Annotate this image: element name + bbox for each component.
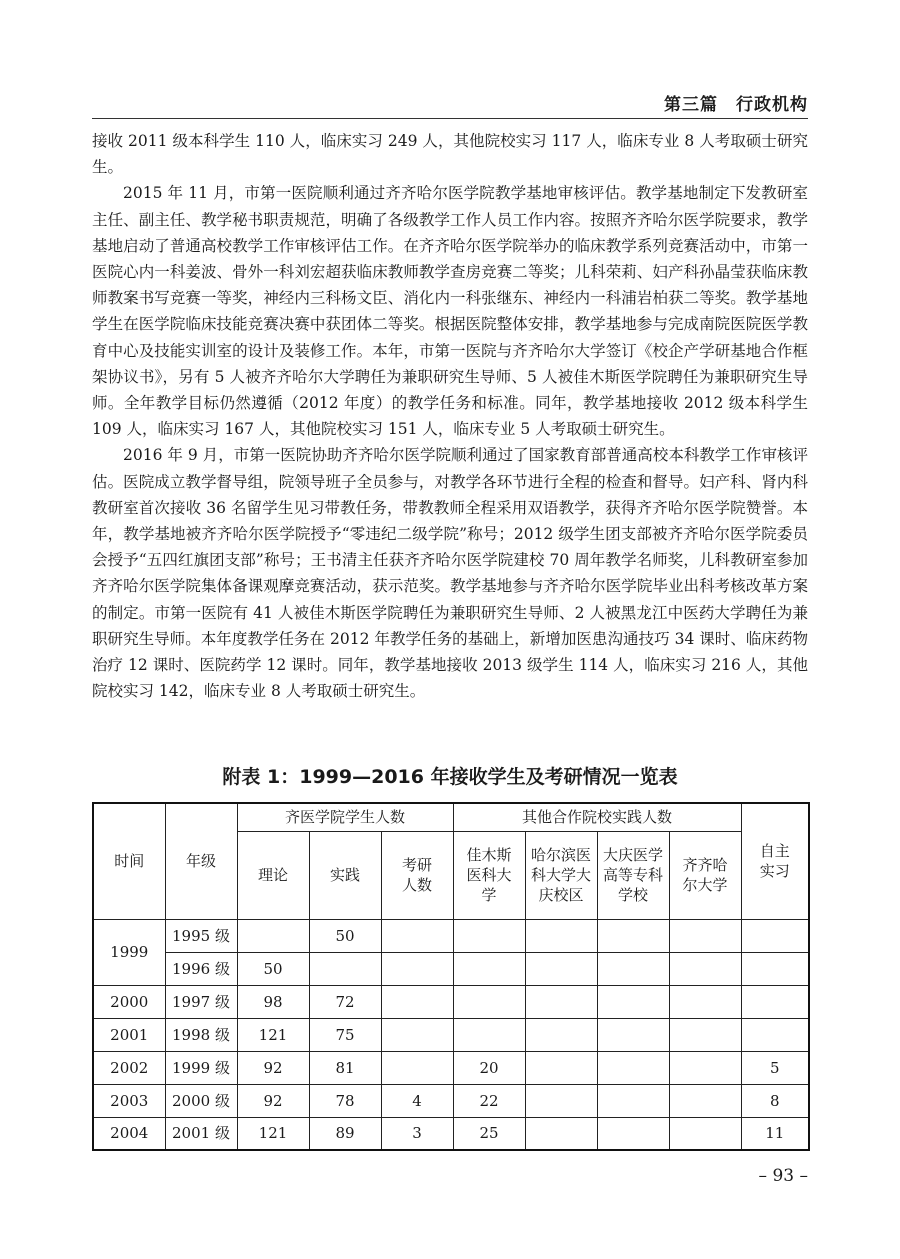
cell-daqing xyxy=(597,985,669,1018)
cell-qiqihar-univ xyxy=(669,1018,741,1051)
table-row xyxy=(93,952,809,985)
table-row xyxy=(93,1018,809,1051)
cell-daqing xyxy=(597,919,669,952)
header-daqing-label: 大庆医学高等专科学校 xyxy=(603,846,664,904)
cell-grade: 1996 级 xyxy=(165,952,237,985)
cell-exam: 4 xyxy=(381,1084,453,1117)
header-exam xyxy=(381,831,453,919)
cell-self xyxy=(741,952,809,985)
header-harbin xyxy=(525,831,597,919)
table-row xyxy=(93,1084,809,1117)
cell-harbin xyxy=(525,919,597,952)
cell-theory: 98 xyxy=(237,985,309,1018)
cell-exam xyxy=(381,952,453,985)
header-exam-label: 考研人数 xyxy=(402,856,433,894)
cell-practice xyxy=(309,952,381,985)
cell-time: 2000 xyxy=(93,985,165,1018)
running-header xyxy=(92,88,808,119)
cell-theory: 121 xyxy=(237,1018,309,1051)
cell-practice: 50 xyxy=(309,919,381,952)
cell-self xyxy=(741,1018,809,1051)
cell-harbin xyxy=(525,952,597,985)
cell-qiqihar-univ xyxy=(669,985,741,1018)
cell-jiamusi xyxy=(453,952,525,985)
cell-theory: 50 xyxy=(237,952,309,985)
cell-jiamusi xyxy=(453,919,525,952)
cell-daqing xyxy=(597,952,669,985)
cell-practice: 75 xyxy=(309,1018,381,1051)
cell-time: 2003 xyxy=(93,1084,165,1117)
cell-practice: 78 xyxy=(309,1084,381,1117)
cell-qiqihar-univ xyxy=(669,952,741,985)
cell-self: 5 xyxy=(741,1051,809,1084)
cell-time: 2001 xyxy=(93,1018,165,1051)
cell-daqing xyxy=(597,1084,669,1117)
cell-practice: 81 xyxy=(309,1051,381,1084)
header-time: 时间 xyxy=(93,803,165,919)
table-row xyxy=(93,985,809,1018)
cell-self xyxy=(741,919,809,952)
cell-jiamusi xyxy=(453,985,525,1018)
cell-qiqihar-univ xyxy=(669,919,741,952)
cell-qiqihar-univ xyxy=(669,1117,741,1150)
header-qiqihar-univ-label: 齐齐哈尔大学 xyxy=(682,856,728,894)
cell-grade: 1999 级 xyxy=(165,1051,237,1084)
header-group-other: 其他合作院校实践人数 xyxy=(453,803,741,831)
cell-exam: 3 xyxy=(381,1117,453,1150)
cell-time: 2004 xyxy=(93,1117,165,1150)
cell-self xyxy=(741,985,809,1018)
cell-jiamusi: 22 xyxy=(453,1084,525,1117)
body-text xyxy=(92,128,808,704)
header-self-label: 自主实习 xyxy=(759,842,790,881)
cell-grade: 1995 级 xyxy=(165,919,237,952)
cell-jiamusi: 25 xyxy=(453,1117,525,1150)
cell-time: 2002 xyxy=(93,1051,165,1084)
table-row xyxy=(93,1117,809,1150)
header-self-practice xyxy=(741,803,809,919)
header-practice: 实践 xyxy=(309,831,381,919)
cell-exam xyxy=(381,919,453,952)
cell-theory xyxy=(237,919,309,952)
cell-jiamusi: 20 xyxy=(453,1051,525,1084)
table-title: 附表 1：1999—2016 年接收学生及考研情况一览表 xyxy=(222,766,678,788)
cell-practice: 89 xyxy=(309,1117,381,1150)
header-qiqihar-univ xyxy=(669,831,741,919)
cell-harbin xyxy=(525,1084,597,1117)
cell-grade: 1998 级 xyxy=(165,1018,237,1051)
table-row xyxy=(93,1051,809,1084)
cell-self: 8 xyxy=(741,1084,809,1117)
cell-daqing xyxy=(597,1051,669,1084)
header-grade: 年级 xyxy=(165,803,237,919)
header-jiamusi-label: 佳木斯医科大学 xyxy=(466,846,512,904)
cell-practice: 72 xyxy=(309,985,381,1018)
cell-time: 1999 xyxy=(93,919,165,985)
cell-harbin xyxy=(525,985,597,1018)
header-group-qi: 齐医学院学生人数 xyxy=(237,803,453,831)
paragraph: 2016 年 9 月，市第一医院协助齐齐哈尔医学院顺利通过了国家教育部普通高校本科教学工作审核评估。医院成立教学督导组，院领导班子全员参与，对教学各环节进行全程的检查和督导。妇产科、肾内科教研室首次接收 36 名留学生见习带教任务，带教教师全程采用双语教学，获得齐齐哈尔医学院赞誉。本年，教学基地被齐齐哈尔医学院授予“零违纪二级学院”称号；2012 级学生团支部被齐齐哈尔医学院委员会授予“五四红旗团支部”称号；王书清主任获齐齐哈尔医学院建校 70 周年教学名师奖，儿科教研室参加齐齐哈尔医学院集体备课观摩竞赛活动，获示范奖。教学基地参与齐齐哈尔医学院毕业出科考核改革方案的制定。市第一医院有 41 人被佳木斯医学院聘任为兼职研究生导师、2 人被黑龙江中医药大学聘任为兼职研究生导师。本年度教学任务在 2012 年教学任务的基础上，新增加医患沟通技巧 34 课时、临床药物治疗 12 课时、医院药学 12 课时。同年，教学基地接收 2013 级学生 114 人，临床实习 216 人，其他院校实习 142，临床专业 8 人考取硕士研究生。 xyxy=(92,446,808,701)
cell-grade: 2001 级 xyxy=(165,1117,237,1150)
cell-qiqihar-univ xyxy=(669,1051,741,1084)
cell-jiamusi xyxy=(453,1018,525,1051)
cell-harbin xyxy=(525,1117,597,1150)
cell-harbin xyxy=(525,1051,597,1084)
cell-qiqihar-univ xyxy=(669,1084,741,1117)
header-daqing xyxy=(597,831,669,919)
header-theory: 理论 xyxy=(237,831,309,919)
cell-theory: 92 xyxy=(237,1051,309,1084)
paragraph: 接收 2011 级本科学生 110 人，临床实习 249 人，其他院校实习 117 人，临床专业 8 人考取硕士研究生。 xyxy=(92,132,808,177)
cell-grade: 2000 级 xyxy=(165,1084,237,1117)
cell-self: 11 xyxy=(741,1117,809,1150)
cell-exam xyxy=(381,1018,453,1051)
students-table xyxy=(92,802,810,1151)
paragraph: 2015 年 11 月，市第一医院顺利通过齐齐哈尔医学院教学基地审核评估。教学基地制定下发教研室主任、副主任、教学秘书职责规范，明确了各级教学工作人员工作内容。按照齐齐哈尔医学院要求，教学基地启动了普通高校教学工作审核评估工作。在齐齐哈尔医学院举办的临床教学系列竞赛活动中，市第一医院心内一科姜波、骨外一科刘宏超获临床教师教学查房竞赛二等奖；儿科荣莉、妇产科孙晶莹获临床教师教案书写竞赛一等奖，神经内三科杨文臣、消化内一科张继东、神经内一科浦岩柏获二等奖。教学基地学生在医学院临床技能竞赛决赛中获团体二等奖。根据医院整体安排，教学基地参与完成南院医院医学教育中心及技能实训室的设计及装修工作。本年，市第一医院与齐齐哈尔大学签订《校企产学研基地合作框架协议书》，另有 5 人被齐齐哈尔大学聘任为兼职研究生导师、5 人被佳木斯医学院聘任为兼职研究生导师。全年教学目标仍然遵循（2012 年度）的教学任务和标准。同年，教学基地接收 2012 级本科学生 109 人，临床实习 167 人，其他院校实习 151 人，临床专业 5 人考取硕士研究生。 xyxy=(92,184,808,439)
cell-daqing xyxy=(597,1018,669,1051)
cell-daqing xyxy=(597,1117,669,1150)
cell-exam xyxy=(381,1051,453,1084)
page-number: – 93 – xyxy=(758,1166,808,1186)
header-harbin-label: 哈尔滨医科大学大庆校区 xyxy=(531,846,592,904)
cell-exam xyxy=(381,985,453,1018)
cell-theory: 121 xyxy=(237,1117,309,1150)
cell-theory: 92 xyxy=(237,1084,309,1117)
cell-grade: 1997 级 xyxy=(165,985,237,1018)
table-row xyxy=(93,919,809,952)
header-jiamusi xyxy=(453,831,525,919)
cell-harbin xyxy=(525,1018,597,1051)
section-title: 第三篇 行政机构 xyxy=(664,95,808,115)
